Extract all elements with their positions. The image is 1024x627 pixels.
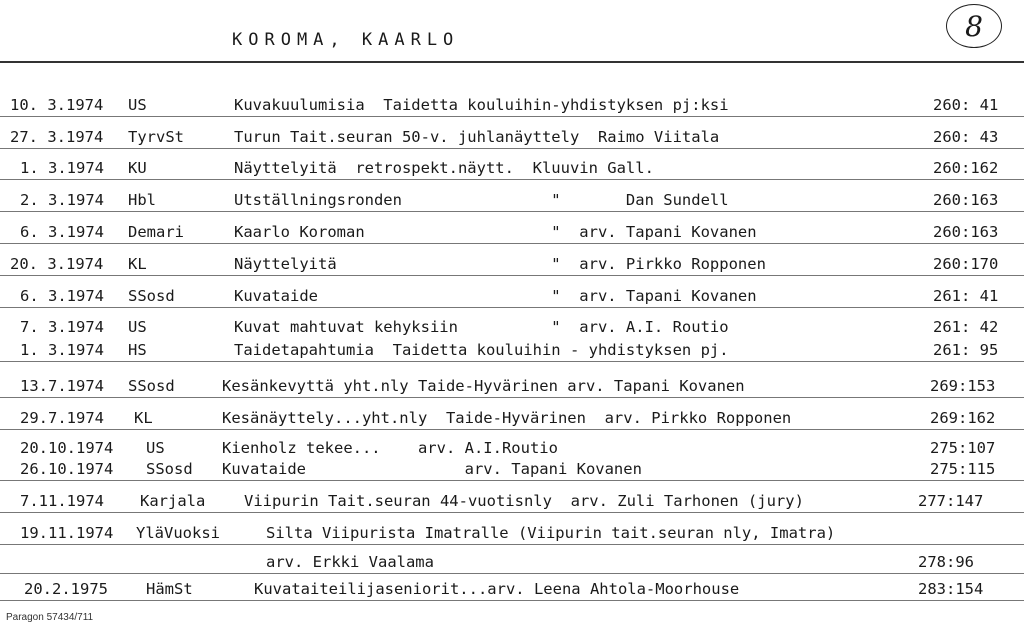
- entry-source: Karjala: [140, 492, 206, 510]
- entry-row: [0, 189, 1024, 211]
- entry-row: [0, 94, 1024, 116]
- entry-row: [0, 157, 1024, 179]
- entry-text: Taidetapahtumia Taidetta kouluihin - yhdistyksen pj.: [234, 341, 729, 359]
- row-rule: [0, 307, 1024, 308]
- entry-source: SSosd: [128, 377, 175, 395]
- entry-text: Turun Tait.seuran 50-v. juhlanäyttely Raimo Viitala: [234, 128, 720, 146]
- entry-row: [0, 458, 1024, 480]
- entry-source: KL: [128, 255, 147, 273]
- entry-text: Kuvakuulumisia Taidetta kouluihin-yhdistyksen pj:ksi: [234, 96, 729, 114]
- entry-source: Hbl: [128, 191, 156, 209]
- entry-text: Silta Viipurista Imatralle (Viipurin tait.seuran nly, Imatra): [266, 524, 836, 542]
- entry-row: [0, 490, 1024, 512]
- row-rule: [0, 243, 1024, 244]
- entry-row: [0, 221, 1024, 243]
- entry-ref: 261: 95: [933, 341, 999, 359]
- row-rule: [0, 148, 1024, 149]
- entry-row: [0, 551, 1024, 573]
- row-rule: [0, 600, 1024, 601]
- entry-ref: 260: 43: [933, 128, 999, 146]
- entry-ref: 278:96: [918, 553, 974, 571]
- entry-date: 20.2.1975: [24, 580, 108, 598]
- entry-text: Kaarlo Koroman " arv. Tapani Kovanen: [234, 223, 757, 241]
- entry-date: 7. 3.1974: [20, 318, 104, 336]
- row-rule: [0, 179, 1024, 180]
- entry-source: US: [146, 439, 165, 457]
- entry-date: 26.10.1974: [20, 460, 114, 478]
- entry-date: 6. 3.1974: [20, 287, 104, 305]
- entry-ref: 283:154: [918, 580, 984, 598]
- entry-text: Näyttelyitä retrospekt.näytt. Kluuvin Gall.: [234, 159, 654, 177]
- row-rule: [0, 275, 1024, 276]
- entry-date: 1. 3.1974: [20, 341, 104, 359]
- entry-date: 19.11.1974: [20, 524, 114, 542]
- entry-text: Kuvat mahtuvat kehyksiin " arv. A.I. Routio: [234, 318, 729, 336]
- row-rule: [0, 573, 1024, 574]
- entry-source: KL: [134, 409, 153, 427]
- entry-row: [0, 407, 1024, 429]
- entry-ref: 260:162: [933, 159, 999, 177]
- entry-ref: 277:147: [918, 492, 984, 510]
- entry-text: Kesänäyttely...yht.nly Taide-Hyvärinen arv. Pirkko Ropponen: [222, 409, 792, 427]
- entry-source: YläVuoksi: [136, 524, 220, 542]
- entry-text: Viipurin Tait.seuran 44-vuotisnly arv. Zuli Tarhonen (jury): [244, 492, 804, 510]
- entry-ref: 260:170: [933, 255, 999, 273]
- entry-text: Utställningsronden " Dan Sundell: [234, 191, 729, 209]
- entry-date: 20.10.1974: [20, 439, 114, 457]
- entry-date: 29.7.1974: [20, 409, 104, 427]
- entry-ref: 269:162: [930, 409, 996, 427]
- entry-date: 13.7.1974: [20, 377, 104, 395]
- row-rule: [0, 544, 1024, 545]
- card-title: KOROMA, KAARLO: [232, 30, 460, 50]
- entry-row: [0, 522, 1024, 544]
- row-rule: [0, 512, 1024, 513]
- entry-ref: 275:107: [930, 439, 996, 457]
- entry-source: US: [128, 318, 147, 336]
- header-rule: [0, 61, 1024, 63]
- entry-row: [0, 126, 1024, 148]
- row-rule: [0, 116, 1024, 117]
- entry-source: KU: [128, 159, 147, 177]
- card-number: 8: [965, 9, 983, 43]
- entry-row: [0, 253, 1024, 275]
- entry-row: [0, 578, 1024, 600]
- entry-row: [0, 437, 1024, 459]
- entry-ref: 261: 42: [933, 318, 999, 336]
- entry-row: [0, 285, 1024, 307]
- entry-ref: 275:115: [930, 460, 996, 478]
- entry-date: 10. 3.1974: [10, 96, 104, 114]
- entry-source: SSosd: [128, 287, 175, 305]
- entry-ref: 269:153: [930, 377, 996, 395]
- entry-text: Kuvataide arv. Tapani Kovanen: [222, 460, 642, 478]
- entry-text: Kuvataiteilijaseniorit...arv. Leena Ahtola-Moorhouse: [254, 580, 740, 598]
- row-rule: [0, 211, 1024, 212]
- entry-text: arv. Erkki Vaalama: [266, 553, 434, 571]
- entry-row: [0, 339, 1024, 361]
- entry-date: 7.11.1974: [20, 492, 104, 510]
- entry-text: Kienholz tekee... arv. A.I.Routio: [222, 439, 558, 457]
- entry-text: Näyttelyitä " arv. Pirkko Ropponen: [234, 255, 766, 273]
- entry-date: 20. 3.1974: [10, 255, 104, 273]
- entry-source: TyrvSt: [128, 128, 184, 146]
- row-rule: [0, 429, 1024, 430]
- entry-row: [0, 316, 1024, 338]
- print-mark: Paragon 57434/711: [6, 612, 94, 623]
- entry-text: Kesänkevyttä yht.nly Taide-Hyvärinen arv. Tapani Kovanen: [222, 377, 745, 395]
- entry-source: US: [128, 96, 147, 114]
- entry-ref: 261: 41: [933, 287, 999, 305]
- row-rule: [0, 397, 1024, 398]
- entry-source: Demari: [128, 223, 184, 241]
- entry-source: SSosd: [146, 460, 193, 478]
- entry-date: 2. 3.1974: [20, 191, 104, 209]
- entry-ref: 260:163: [933, 191, 999, 209]
- entry-ref: 260: 41: [933, 96, 999, 114]
- entry-date: 27. 3.1974: [10, 128, 104, 146]
- entry-source: HS: [128, 341, 147, 359]
- entry-date: 1. 3.1974: [20, 159, 104, 177]
- entry-ref: 260:163: [933, 223, 999, 241]
- entry-row: [0, 375, 1024, 397]
- entry-date: 6. 3.1974: [20, 223, 104, 241]
- row-rule: [0, 480, 1024, 481]
- entry-text: Kuvataide " arv. Tapani Kovanen: [234, 287, 757, 305]
- card-number-circled: [946, 4, 1002, 48]
- entry-source: HämSt: [146, 580, 193, 598]
- row-rule: [0, 361, 1024, 362]
